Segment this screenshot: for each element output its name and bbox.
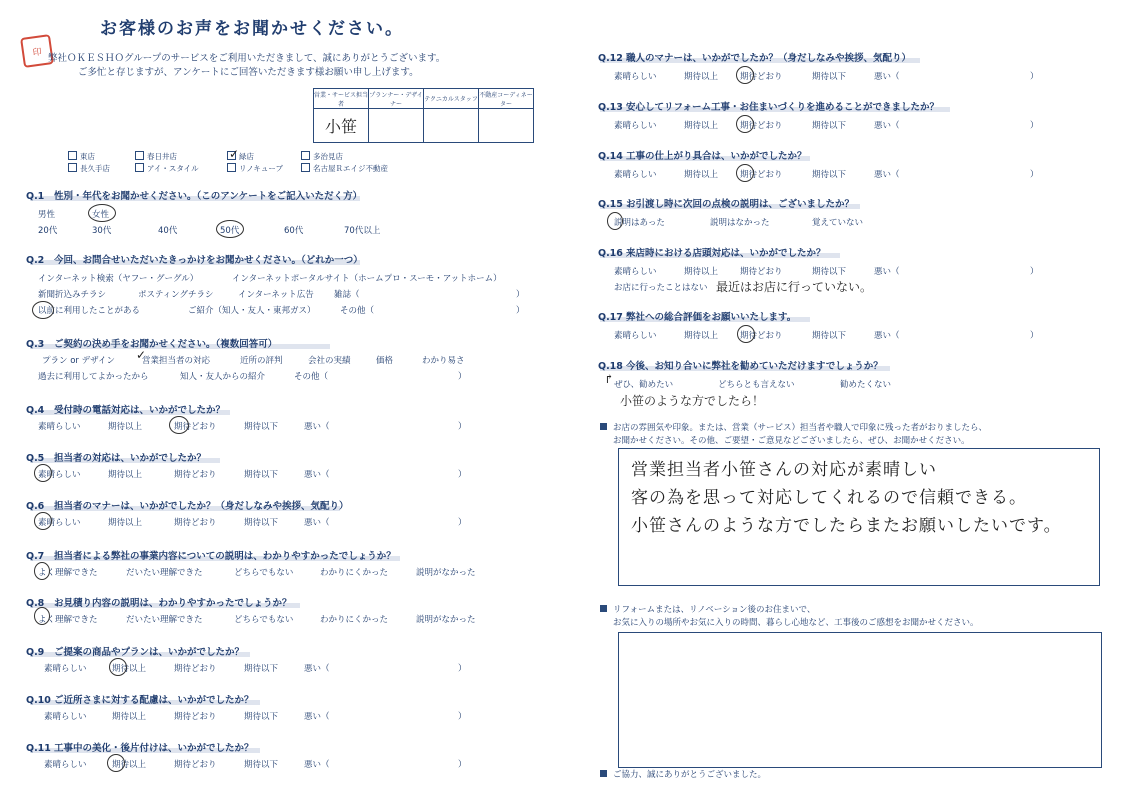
store-check[interactable]: リノキューブ [227, 163, 283, 174]
question-q17: Q.17 弊社への総合評価をお願いいたします。 [598, 312, 797, 323]
q1-option[interactable]: 男性 [38, 210, 56, 220]
q7-option[interactable]: だいたい理解できた [126, 568, 203, 578]
q1-option-selected[interactable]: 女性 [92, 210, 110, 220]
staff-header-sales: 営業・サービス担当者 [314, 89, 369, 109]
question-q13: Q.13 安心してリフォーム工事・お住まいづくりを進めることができましたか？ [598, 102, 940, 113]
q10-option: ） [458, 712, 467, 722]
q14-option[interactable]: 悪い（ [874, 170, 900, 180]
check-mark: ✓ [136, 348, 147, 362]
q5-options [38, 468, 538, 482]
q3-option[interactable]: 価格 [376, 356, 394, 366]
q6-option-selected[interactable]: 素晴らしい [38, 518, 81, 528]
q16-option[interactable]: 悪い（ [874, 267, 900, 277]
q13-option[interactable]: 悪い（ [874, 121, 900, 131]
staff-cell-empty[interactable] [369, 109, 424, 143]
store-check-selected[interactable]: 緑店 [227, 151, 254, 162]
comment-line-1: 営業担当者小笹さんの対応が素晴しい [631, 460, 937, 480]
q8-option[interactable]: どちらでもない [234, 615, 294, 625]
answer-circle [34, 607, 50, 625]
question-q6: Q.6 担当者のマナーは、いかがでしたか？（身だしなみや挨拶、気配り） [26, 501, 349, 512]
answer-circle [107, 754, 125, 772]
q3-option[interactable]: プラン or デザイン [42, 356, 116, 366]
answer-circle [736, 66, 754, 84]
q16-option[interactable]: 期待以上 [684, 267, 719, 277]
q7-options [38, 566, 538, 580]
q13-option[interactable]: 期待以上 [684, 121, 719, 131]
q4-option[interactable]: 期待以下 [244, 422, 279, 432]
q1-option-selected[interactable]: 50代 [220, 226, 240, 236]
answer-circle [607, 212, 623, 230]
intro-line-1: 弊社ＯＫＥＳＨＯグループのサービスをご利用いただきまして、誠にありがとうございます。 [48, 53, 446, 64]
q9-option[interactable]: 素晴らしい [44, 664, 87, 674]
q12-option-selected[interactable]: 期待どおり [740, 72, 783, 82]
question-q5: Q.5 担当者の対応は、いかがでしたか？ [26, 453, 207, 464]
q7-option[interactable]: どちらでもない [234, 568, 294, 578]
q2-option-selected[interactable]: 以前に利用したことがある [38, 306, 141, 316]
q9-option[interactable]: 悪い（ [304, 664, 330, 674]
q3-option[interactable]: わかり易さ [422, 356, 465, 366]
q3-option[interactable]: 過去に利用してよかったから [38, 372, 149, 382]
answer-circle [32, 301, 54, 319]
question-q16: Q.16 来店時における店頭対応は、いかがでしたか？ [598, 248, 826, 259]
q9-option[interactable]: 期待以下 [244, 664, 279, 674]
q12-option: ） [1030, 72, 1039, 82]
q9-option-selected[interactable]: 期待以上 [112, 664, 147, 674]
q12-option[interactable]: 素晴らしい [614, 72, 657, 82]
question-q14: Q.14 工事の仕上がり具合は、いかがでしたか？ [598, 151, 807, 162]
q1-option[interactable]: 20代 [38, 226, 58, 236]
question-q18: Q.18 今後、お知り合いに弊社を勧めていただけますでしょうか？ [598, 361, 883, 372]
q4-option[interactable]: 期待以上 [108, 422, 143, 432]
q10-option[interactable]: 期待どおり [174, 712, 217, 722]
q3-option[interactable]: 近所の評判 [240, 356, 283, 366]
store-check[interactable]: 多治見店 [301, 151, 343, 162]
staff-cell-empty[interactable] [479, 109, 534, 143]
q11-option[interactable]: 期待どおり [174, 760, 217, 770]
thanks-message: ご協力、誠にありがとうございました。 [600, 768, 766, 782]
q5-option-selected[interactable]: 素晴らしい [38, 470, 81, 480]
answer-circle [34, 562, 50, 580]
q12-option[interactable]: 悪い（ [874, 72, 900, 82]
q2-option[interactable]: インターネット検索（ヤフー・グーグル） [38, 274, 199, 284]
q16-option: ） [1030, 267, 1039, 277]
q14-option[interactable]: 期待以上 [684, 170, 719, 180]
q17-options [614, 329, 1054, 343]
q18-option-selected[interactable]: ぜひ、勧めたい [614, 380, 674, 390]
q2-option: ） [516, 290, 525, 300]
q10-option[interactable]: 素晴らしい [44, 712, 87, 722]
question-q9: Q.9 ご提案の商品やプランは、いかがでしたか？ [26, 647, 245, 658]
store-check[interactable]: アイ・スタイル [135, 163, 199, 174]
q5-option[interactable]: 期待どおり [174, 470, 217, 480]
q7-option[interactable]: 説明がなかった [416, 568, 476, 578]
q2-option[interactable]: その他（ [340, 306, 375, 316]
q13-option: ） [1030, 121, 1039, 131]
page-title: お客様のお声をお聞かせください。 [100, 19, 404, 39]
staff-header-realestate: 不動産コーディネーター [479, 89, 534, 109]
q7-option[interactable]: わかりにくかった [320, 568, 389, 578]
q3-option: ） [458, 372, 467, 382]
q8-option[interactable]: わかりにくかった [320, 615, 389, 625]
q14-option: ） [1030, 170, 1039, 180]
q3-options [38, 354, 538, 384]
q17-option-selected[interactable]: 期待どおり [740, 331, 783, 341]
q3-option[interactable]: 知人・友人からの紹介 [180, 372, 266, 382]
q4-option: ） [458, 422, 467, 432]
q4-option-selected[interactable]: 期待どおり [174, 422, 217, 432]
staff-name-written[interactable]: 小笹 [314, 109, 369, 143]
check-mark: ↱ [604, 372, 615, 386]
answer-circle [34, 464, 52, 482]
q7-option-selected[interactable]: よく理解できた [38, 568, 98, 578]
q10-option[interactable]: 期待以下 [244, 712, 279, 722]
comment-line-2: 客の為を思って対応してくれるので信頼できる。 [631, 488, 1027, 508]
q14-option[interactable]: 素晴らしい [614, 170, 657, 180]
question-q12: Q.12 職人のマナーは、いかがでしたか？（身だしなみや挨拶、気配り） [598, 53, 912, 64]
question-q2: Q.2 今回、お問合せいただいたきっかけをお聞かせください。（どれか一つ） [26, 255, 363, 266]
q1-option[interactable]: 60代 [284, 226, 304, 236]
q8-option[interactable]: 説明がなかった [416, 615, 476, 625]
answer-circle [736, 115, 754, 133]
q15-option[interactable]: 説明はなかった [710, 218, 770, 228]
q11-option[interactable]: 期待以下 [244, 760, 279, 770]
q2-option[interactable]: インターネット広告 [238, 290, 314, 300]
q5-option[interactable]: 悪い（ [304, 470, 330, 480]
reform-comment-box[interactable] [618, 632, 1102, 768]
q17-option[interactable]: 素晴らしい [614, 331, 657, 341]
q8-options [38, 613, 538, 627]
q17-option[interactable]: 悪い（ [874, 331, 900, 341]
q4-options [38, 420, 538, 434]
q13-option-selected[interactable]: 期待どおり [740, 121, 783, 131]
q10-options [38, 710, 538, 724]
q2-option[interactable]: インターネットポータルサイト（ホームプロ・スーモ・アットホーム） [232, 274, 502, 284]
q18-option[interactable]: どちらとも言えない [718, 380, 795, 390]
q4-option[interactable]: 素晴らしい [38, 422, 81, 432]
q3-option[interactable]: その他（ [294, 372, 329, 382]
q18-handwritten-note[interactable]: 小笹のような方でしたら！ [620, 394, 765, 408]
staff-header-technical: テクニカルスタッフ [424, 89, 479, 109]
staff-header-planner: プランナー・デザイナー [369, 89, 424, 109]
answer-circle [216, 220, 244, 238]
q17-option[interactable]: 期待以上 [684, 331, 719, 341]
q15-option-selected[interactable]: 説明はあった [614, 218, 665, 228]
seal-stamp: 印 [20, 34, 54, 68]
q1-option[interactable]: 40代 [158, 226, 178, 236]
q2-option[interactable]: 雑誌（ [334, 290, 360, 300]
question-q10: Q.10 ご近所さまに対する配慮は、いかがでしたか？ [26, 695, 254, 706]
q15-options [614, 216, 1054, 230]
q4-option[interactable]: 悪い（ [304, 422, 330, 432]
store-check[interactable]: 春日井店 [135, 151, 177, 162]
q6-options [38, 516, 538, 530]
q18-option[interactable]: 勧めたくない [840, 380, 892, 390]
q10-option[interactable]: 期待以上 [112, 712, 147, 722]
q13-option[interactable]: 素晴らしい [614, 121, 657, 131]
answer-circle [737, 325, 755, 343]
staff-cell-empty[interactable] [424, 109, 479, 143]
answer-circle [88, 204, 116, 222]
q16-option[interactable]: お店に行ったことはない [614, 283, 708, 293]
q12-options [614, 70, 1054, 84]
q13-options [614, 119, 1054, 133]
q11-option: ） [458, 760, 467, 770]
impression-comment-box[interactable] [618, 448, 1100, 586]
answer-circle [34, 512, 52, 530]
intro-line-2: ご多忙と存じますが、アンケートにご回答いただきます様お願い申し上げます。 [78, 67, 419, 78]
question-q1: Q.1 性別・年代をお聞かせください。（このアンケートをご記入いただく方） [26, 191, 363, 202]
q5-option[interactable]: 期待以上 [108, 470, 143, 480]
store-check[interactable]: 東店 [68, 151, 95, 162]
question-q8: Q.8 お見積り内容の説明は、わかりやすかったでしょうか？ [26, 598, 292, 609]
q9-option: ） [458, 664, 467, 674]
q16-option[interactable]: 素晴らしい [614, 267, 657, 277]
store-check-mark: ✓ [229, 147, 240, 161]
q1-option[interactable]: 30代 [92, 226, 112, 236]
q14-option[interactable]: 期待以下 [812, 170, 847, 180]
q11-option-selected[interactable]: 期待以上 [112, 760, 147, 770]
answer-circle [169, 416, 189, 434]
q11-option[interactable]: 悪い（ [304, 760, 330, 770]
answer-circle [736, 164, 754, 182]
reform-prompt: リフォームまたは、リノベーション後のお住まいで、 お気に入りの場所やお気に入りの時間、暮らし心地など、工事後のご感想をお聞かせください。 [600, 604, 979, 630]
answer-circle [109, 658, 127, 676]
q12-option[interactable]: 期待以下 [812, 72, 847, 82]
q16-option[interactable]: 期待以下 [812, 267, 847, 277]
q3-option[interactable]: 会社の実績 [308, 356, 351, 366]
store-check[interactable]: 長久手店 [68, 163, 110, 174]
q2-option[interactable]: 新聞折込みチラシ [38, 290, 107, 300]
q9-option[interactable]: 期待どおり [174, 664, 217, 674]
question-q15: Q.15 お引渡し時に次回の点検の説明は、ございましたか？ [598, 199, 855, 210]
q6-option[interactable]: 期待以下 [244, 518, 279, 528]
store-check[interactable]: 名古屋Ｒエイジ不動産 [301, 163, 388, 174]
q10-option[interactable]: 悪い（ [304, 712, 330, 722]
q11-option[interactable]: 素晴らしい [44, 760, 87, 770]
q2-option: ） [516, 306, 525, 316]
q2-option[interactable]: ポスティングチラシ [138, 290, 214, 300]
question-q4: Q.4 受付時の電話対応は、いかがでしたか？ [26, 405, 226, 416]
q6-option[interactable]: 期待どおり [174, 518, 217, 528]
q6-option: ） [458, 518, 467, 528]
q8-option[interactable]: だいたい理解できた [126, 615, 203, 625]
question-q3: Q.3 ご契約の決め手をお聞かせください。（複数回答可） [26, 339, 278, 350]
q2-option[interactable]: ご紹介（知人・友人・東邦ガス） [188, 306, 316, 316]
comment-line-3: 小笹さんのような方でしたらまたお願いしたいです。 [631, 516, 1062, 536]
q3-option-selected[interactable]: 営業担当者の対応 [142, 356, 211, 366]
question-q11: Q.11 工事中の美化・後片付けは、いかがでしたか？ [26, 743, 254, 754]
q13-option[interactable]: 期待以下 [812, 121, 847, 131]
q8-option-selected[interactable]: よく理解できた [38, 615, 98, 625]
q16-handwritten-note[interactable]: 最近はお店に行っていない。 [716, 280, 873, 294]
impression-prompt: お店の雰囲気や印象。または、営業（サービス）担当者や職人で印象に残った者がおりましたら、 お聞かせください。その他、ご要望・ご意見などございましたら、ぜひ、お聞かせください。 [600, 422, 987, 448]
q15-option[interactable]: 覚えていない [812, 218, 864, 228]
q6-option[interactable]: 悪い（ [304, 518, 330, 528]
q1-option[interactable]: 70代以上 [344, 226, 381, 236]
question-q7: Q.7 担当者による弊社の事業内容についての説明は、わかりやすかったでしょうか？ [26, 551, 396, 562]
q14-option-selected[interactable]: 期待どおり [740, 170, 783, 180]
q12-option[interactable]: 期待以上 [684, 72, 719, 82]
q2-options [38, 272, 538, 320]
q17-option: ） [1030, 331, 1039, 341]
q5-option: ） [458, 470, 467, 480]
q16-option[interactable]: 期待どおり [740, 267, 783, 277]
q18-options [614, 378, 1054, 392]
q17-option[interactable]: 期待以下 [812, 331, 847, 341]
staff-table [313, 88, 534, 143]
q5-option[interactable]: 期待以下 [244, 470, 279, 480]
q6-option[interactable]: 期待以上 [108, 518, 143, 528]
q14-options [614, 168, 1054, 182]
